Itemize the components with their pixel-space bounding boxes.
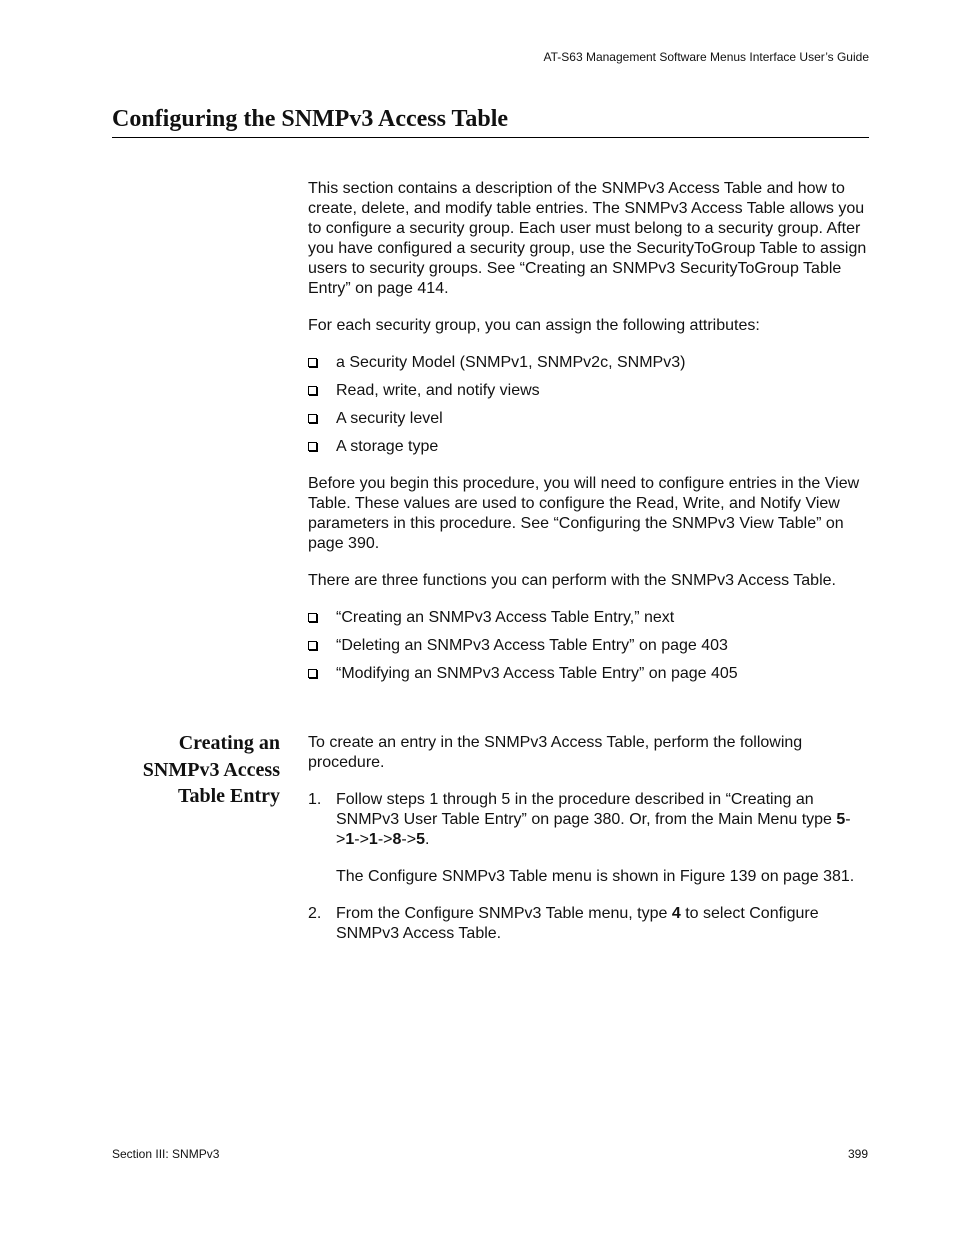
menu-key: 4 [671, 905, 681, 922]
step-text: From the Configure SNMPv3 Table menu, type 4 to select Configure SNMPv3 Access Table. [336, 905, 819, 942]
step-number: 1. [308, 791, 322, 808]
attributes-intro: For each security group, you can assign the following attributes: [308, 317, 760, 334]
subsection-heading: Creating an SNMPv3 Access Table Entry [142, 732, 280, 807]
menu-key: 1 [368, 831, 378, 848]
menu-key: 5 [836, 811, 846, 828]
procedure-steps [308, 790, 870, 944]
checkbox-bullet-icon [308, 669, 317, 678]
step-text: Follow steps 1 through 5 in the procedure described in “Creating an SNMPv3 User Table Entry” on page 380. Or, from the Main Menu type 5->1->1->8->5. [336, 791, 851, 848]
page-number: 399 [847, 1147, 868, 1161]
checkbox-bullet-icon [308, 641, 317, 650]
prerequisite-paragraph: Before you begin this procedure, you will need to configure entries in the View Table. These values are used to configure the Read, Write, and Notify View parameters in this procedure. See “Configuring the SNMPv3 View Table” on page 390. [308, 475, 860, 552]
list-item: A storage type [308, 437, 870, 457]
menu-key: 5 [416, 831, 425, 848]
checkbox-bullet-icon [308, 386, 317, 395]
list-item: “Creating an SNMPv3 Access Table Entry,” next [308, 608, 870, 628]
menu-key: 8 [392, 831, 402, 848]
list-item: “Modifying an SNMPv3 Access Table Entry” on page 405 [308, 664, 870, 684]
intro-section [308, 179, 870, 701]
running-header: AT-S63 Management Software Menus Interface User’s Guide [543, 50, 869, 64]
checkbox-bullet-icon [308, 414, 317, 423]
step-note: The Configure SNMPv3 Table menu is shown in Figure 139 on page 381. [336, 868, 855, 885]
functions-intro: There are three functions you can perform with the SNMPv3 Access Table. [308, 572, 836, 589]
creating-section [308, 733, 870, 961]
checkbox-bullet-icon [308, 613, 317, 622]
procedure-intro: To create an entry in the SNMPv3 Access Table, perform the following procedure. [308, 734, 803, 771]
footer-section-label: Section III: SNMPv3 [112, 1147, 220, 1161]
step-number: 2. [308, 905, 322, 922]
procedure-step [308, 904, 870, 944]
list-item: A security level [308, 409, 870, 429]
section-title: Configuring the SNMPv3 Access Table [112, 106, 869, 138]
intro-paragraph: This section contains a description of the SNMPv3 Access Table and how to create, delete, and modify table entries. The SNMPv3 Access Table allows you to configure a security group. Each user must belong to a security group. After you have configured a security group, use the SecurityToGroup Table to assign users to security groups. See “Creating an SNMPv3 SecurityToGroup Table Entry” on page 414. [308, 180, 867, 297]
menu-key: 1 [345, 831, 355, 848]
attributes-list [308, 353, 870, 457]
procedure-step [308, 790, 870, 887]
checkbox-bullet-icon [308, 442, 317, 451]
list-item: “Deleting an SNMPv3 Access Table Entry” on page 403 [308, 636, 870, 656]
list-item: a Security Model (SNMPv1, SNMPv2c, SNMPv3) [308, 353, 870, 373]
checkbox-bullet-icon [308, 358, 317, 367]
functions-list [308, 608, 870, 684]
list-item: Read, write, and notify views [308, 381, 870, 401]
